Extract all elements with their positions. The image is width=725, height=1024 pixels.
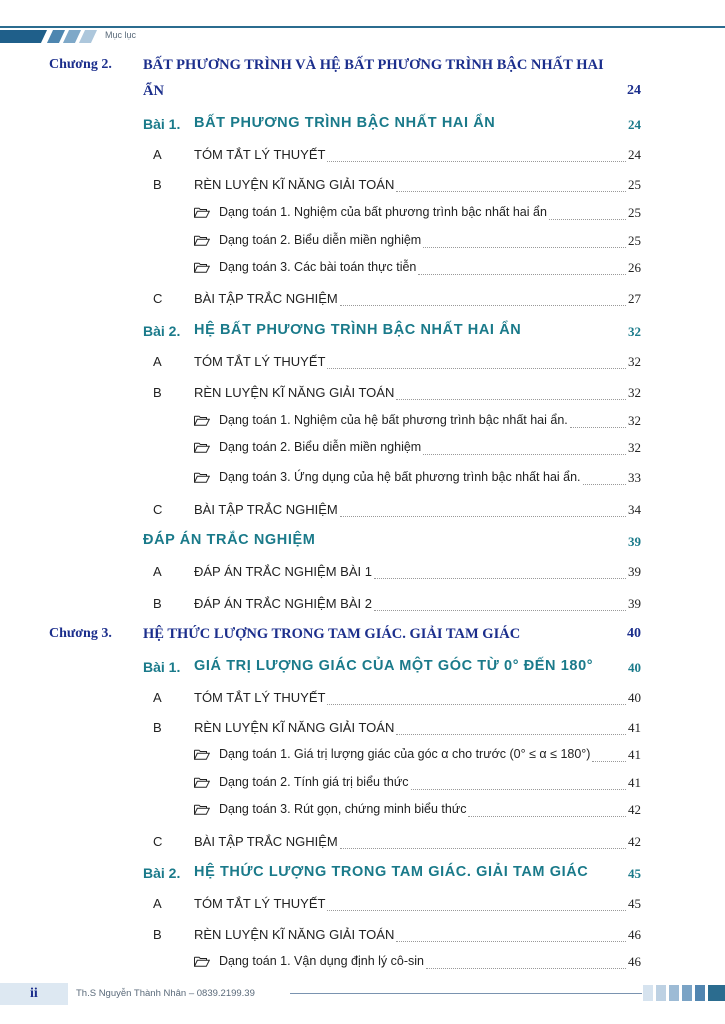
exercise-type-page: 32: [628, 440, 641, 455]
dot-leader: [327, 161, 626, 162]
lesson-page: 40: [628, 660, 641, 675]
folder-open-icon: [194, 472, 210, 483]
section-letter: C: [153, 502, 163, 517]
exercise-type-item: [194, 470, 581, 484]
dot-leader: [327, 704, 626, 705]
dot-leader: [374, 610, 626, 611]
section-title: BÀI TẬP TRẮC NGHIỆM: [194, 291, 338, 306]
footer-rule: [290, 993, 642, 994]
exercise-type-item: [194, 233, 421, 247]
dot-leader: [426, 968, 626, 969]
section-page: 39: [628, 596, 641, 611]
folder-open-icon: [194, 415, 210, 426]
exercise-type-page: 41: [628, 747, 641, 762]
section-title: RÈN LUYỆN KĨ NĂNG GIẢI TOÁN: [194, 385, 395, 400]
section-title: RÈN LUYỆN KĨ NĂNG GIẢI TOÁN: [194, 720, 395, 735]
section-letter: C: [153, 834, 163, 849]
dot-leader: [418, 274, 626, 275]
section-title: RÈN LUYỆN KĨ NĂNG GIẢI TOÁN: [194, 177, 395, 192]
dot-leader: [374, 578, 626, 579]
exercise-type-page: 32: [628, 413, 641, 428]
chapter-page: 24: [627, 83, 641, 98]
header-rule: [0, 26, 725, 28]
folder-open-icon: [194, 442, 210, 453]
exercise-type-page: 42: [628, 802, 641, 817]
section-page: 41: [628, 720, 641, 735]
exercise-type-item: [194, 802, 466, 816]
lesson-page: 24: [628, 117, 641, 132]
section-page: 24: [628, 147, 641, 162]
exercise-type-title: Dạng toán 3. Các bài toán thực tiễn: [219, 260, 417, 274]
exercise-type-item: [194, 954, 424, 968]
exercise-type-page: 25: [628, 205, 641, 220]
dot-leader: [411, 789, 626, 790]
dot-leader: [396, 734, 626, 735]
exercise-type-item: [194, 260, 416, 274]
dot-leader: [327, 910, 626, 911]
section-page: 25: [628, 177, 641, 192]
chapter-title-continued: ẨN: [143, 83, 164, 99]
exercise-type-item: [194, 440, 421, 454]
section-page: 32: [628, 385, 641, 400]
lesson-title: BẤT PHƯƠNG TRÌNH BẬC NHẤT HAI ẨN: [194, 115, 496, 131]
section-letter: B: [153, 927, 162, 942]
folder-open-icon: [194, 777, 210, 788]
lesson-title: HỆ THỨC LƯỢNG TRONG TAM GIÁC. GIẢI TAM GIÁC: [194, 864, 589, 880]
dot-leader: [549, 219, 626, 220]
section-letter: B: [153, 720, 162, 735]
chapter-page: 40: [627, 626, 641, 641]
dot-leader: [396, 191, 626, 192]
chapter-title: HỆ THỨC LƯỢNG TRONG TAM GIÁC. GIẢI TAM GIÁC: [143, 626, 521, 642]
exercise-type-title: Dạng toán 2. Biểu diễn miền nghiệm: [219, 440, 422, 454]
dot-leader: [570, 427, 626, 428]
chapter-title: BẤT PHƯƠNG TRÌNH VÀ HỆ BẤT PHƯƠNG TRÌNH BẬC NHẤT HAI: [143, 57, 604, 73]
exercise-type-title: Dạng toán 1. Vận dụng định lý cô-sin: [219, 954, 424, 968]
section-page: 46: [628, 927, 641, 942]
lesson-page: 45: [628, 866, 641, 881]
section-page: 40: [628, 690, 641, 705]
section-title: TÓM TẮT LÝ THUYẾT: [194, 690, 326, 705]
dot-leader: [423, 247, 626, 248]
dot-leader: [583, 484, 626, 485]
answers-title: ĐÁP ÁN TRẮC NGHIỆM: [143, 532, 316, 548]
section-title: ĐÁP ÁN TRẮC NGHIỆM BÀI 2: [194, 596, 372, 611]
section-title: TÓM TẮT LÝ THUYẾT: [194, 896, 326, 911]
lesson-title: GIÁ TRỊ LƯỢNG GIÁC CỦA MỘT GÓC TỪ 0° ĐẾN 180°: [194, 658, 594, 674]
exercise-type-item: [194, 775, 409, 789]
lesson-number: Bài 2.: [143, 323, 181, 339]
section-letter: A: [153, 354, 162, 369]
section-letter: A: [153, 690, 162, 705]
exercise-type-page: 46: [628, 954, 641, 969]
section-page: 32: [628, 354, 641, 369]
section-page: 42: [628, 834, 641, 849]
folder-open-icon: [194, 804, 210, 815]
lesson-number: Bài 2.: [143, 865, 181, 881]
lesson-page: 32: [628, 324, 641, 339]
dot-leader: [340, 305, 626, 306]
exercise-type-title: Dạng toán 2. Tính giá trị biểu thức: [219, 775, 409, 789]
chapter-number: Chương 2.: [49, 57, 112, 72]
folder-open-icon: [194, 956, 210, 967]
section-page: 39: [628, 564, 641, 579]
section-title: ĐÁP ÁN TRẮC NGHIỆM BÀI 1: [194, 564, 372, 579]
section-letter: B: [153, 177, 162, 192]
section-title: BÀI TẬP TRẮC NGHIỆM: [194, 834, 338, 849]
header-label: Mục lục: [105, 30, 137, 40]
exercise-type-title: Dạng toán 2. Biểu diễn miền nghiệm: [219, 233, 422, 247]
dot-leader: [423, 454, 626, 455]
section-letter: A: [153, 896, 162, 911]
folder-open-icon: [194, 262, 210, 273]
exercise-type-title: Dạng toán 1. Nghiệm của bất phương trình bậc nhất hai ẩn: [219, 205, 547, 219]
section-page: 45: [628, 896, 641, 911]
exercise-type-title: Dạng toán 1. Nghiệm của hệ bất phương trình bậc nhất hai ẩn.: [219, 413, 568, 427]
section-letter: C: [153, 291, 163, 306]
folder-open-icon: [194, 207, 210, 218]
lesson-number: Bài 1.: [143, 116, 181, 132]
lesson-number: Bài 1.: [143, 659, 181, 675]
footer-page-number: ii: [30, 986, 38, 1001]
dot-leader: [396, 399, 626, 400]
section-title: BÀI TẬP TRẮC NGHIỆM: [194, 502, 338, 517]
dot-leader: [340, 848, 626, 849]
exercise-type-title: Dạng toán 1. Giá trị lượng giác của góc α cho trước (0° ≤ α ≤ 180°): [219, 747, 591, 761]
section-page: 34: [628, 502, 641, 517]
exercise-type-page: 25: [628, 233, 641, 248]
lesson-title: HỆ BẤT PHƯƠNG TRÌNH BẬC NHẤT HAI ẨN: [194, 322, 522, 338]
dot-leader: [340, 516, 626, 517]
section-title: TÓM TẮT LÝ THUYẾT: [194, 147, 326, 162]
exercise-type-item: [194, 205, 547, 219]
section-title: RÈN LUYỆN KĨ NĂNG GIẢI TOÁN: [194, 927, 395, 942]
dot-leader: [468, 816, 626, 817]
answers-page: 39: [628, 534, 641, 549]
section-letter: A: [153, 147, 162, 162]
folder-open-icon: [194, 749, 210, 760]
section-letter: A: [153, 564, 162, 579]
chapter-number: Chương 3.: [49, 626, 112, 641]
section-letter: B: [153, 385, 162, 400]
dot-leader: [592, 761, 626, 762]
section-letter: B: [153, 596, 162, 611]
exercise-type-item: [194, 413, 568, 427]
folder-open-icon: [194, 235, 210, 246]
exercise-type-page: 26: [628, 260, 641, 275]
footer-author: Th.S Nguyễn Thành Nhân – 0839.2199.39: [76, 988, 255, 999]
dot-leader: [396, 941, 626, 942]
dot-leader: [327, 368, 626, 369]
section-page: 27: [628, 291, 641, 306]
exercise-type-title: Dạng toán 3. Ứng dụng của hệ bất phương trình bậc nhất hai ẩn.: [219, 470, 581, 484]
exercise-type-title: Dạng toán 3. Rút gọn, chứng minh biểu thức: [219, 802, 467, 816]
exercise-type-item: [194, 747, 590, 761]
section-title: TÓM TẮT LÝ THUYẾT: [194, 354, 326, 369]
exercise-type-page: 41: [628, 775, 641, 790]
exercise-type-page: 33: [628, 470, 641, 485]
